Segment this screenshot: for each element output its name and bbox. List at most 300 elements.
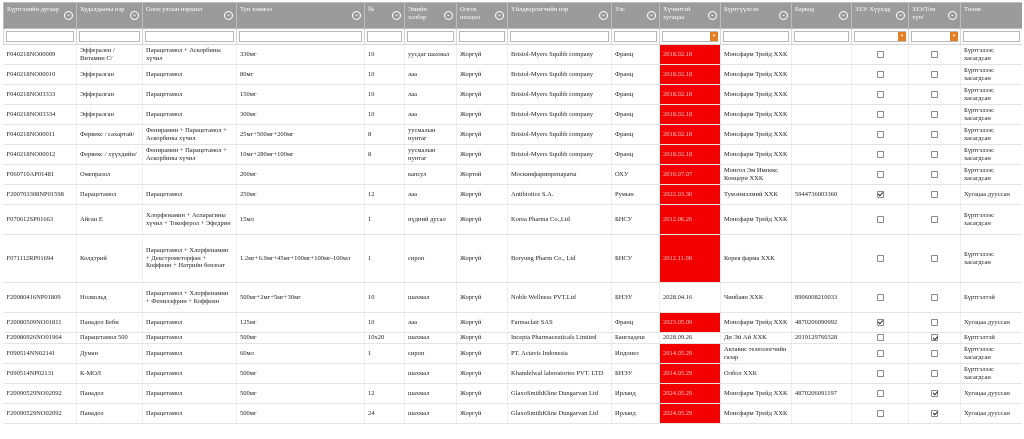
drug-registry-table [3, 2, 1022, 424]
checkbox-ess1[interactable] [877, 131, 884, 138]
filter-input-mfr[interactable] [510, 31, 609, 42]
sort-chevron-icon[interactable]: ⌄ [445, 12, 452, 18]
cell-ess2 [909, 165, 961, 185]
cell-reg: F20080509NO01811 [4, 313, 77, 333]
cell-country: Индонез [612, 344, 660, 364]
cell-valid: 2012.11.08 [660, 235, 721, 283]
filter-cell-dose [237, 29, 365, 45]
filter-input-rx[interactable] [459, 31, 505, 42]
checkbox-ess2[interactable] [931, 171, 938, 178]
cell-qty: 12 [365, 185, 405, 205]
cell-rx: Жоргүй [457, 45, 508, 65]
cell-mfr: Bristol-Myers Squibb company [508, 65, 612, 85]
column-header-label: Баркод [795, 6, 815, 13]
cell-mfr: Noble Wellness PVT.Ltd [508, 283, 612, 313]
sort-chevron-icon[interactable]: ⌄ [393, 12, 400, 18]
cell-qty: 24 [365, 404, 405, 424]
cell-valid: 2023.05.09 [660, 313, 721, 333]
cell-qty: 12 [365, 384, 405, 404]
cell-country: БНСУ [612, 205, 660, 235]
checkbox-ess1[interactable] [877, 319, 884, 326]
filter-cell-ess2 [909, 29, 961, 45]
cell-dose: 150мг [237, 85, 365, 105]
cell-reg: F20080926NO01964 [4, 333, 77, 344]
cell-mfr: GlaxoSmithKline Dungarvan Ltd [508, 384, 612, 404]
cell-registrant: Монсфарм Трейд ХХК [721, 205, 792, 235]
filter-cell-intl [143, 29, 237, 45]
cell-ess2 [909, 205, 961, 235]
cell-registrant: Монсфарм Трейд ХХК [721, 313, 792, 333]
cell-ess1 [852, 85, 909, 105]
sort-chevron-icon[interactable]: ⌄ [897, 12, 904, 18]
cell-valid: 2012.06.26 [660, 205, 721, 235]
column-header-ess1[interactable] [852, 3, 909, 29]
checkbox-ess2[interactable] [931, 151, 938, 158]
column-header-barcode[interactable] [792, 3, 852, 29]
cell-intl: Парацетамол [143, 65, 237, 85]
cell-barcode [792, 404, 852, 424]
cell-ess1 [852, 65, 909, 85]
table-row[interactable] [4, 145, 1023, 165]
cell-status: Бүртгэлээс хасагдсан [961, 235, 1023, 283]
cell-registrant: Монсфарм Трейд ХХК [721, 125, 792, 145]
table-row[interactable] [4, 313, 1023, 333]
cell-valid: 2024.05.29 [660, 404, 721, 424]
cell-dose: 10мг+280мг+100мг [237, 145, 365, 165]
cell-status: Бүртгэлээс хасагдсан [961, 205, 1023, 235]
sort-chevron-icon[interactable]: ⌄ [225, 12, 232, 18]
cell-name: Нолкольд [77, 283, 143, 313]
checkbox-ess1[interactable] [877, 334, 884, 341]
cell-ess2 [909, 105, 961, 125]
cell-status: Бүртгэлээс хасагдсан [961, 145, 1023, 165]
checkbox-ess2[interactable] [931, 370, 938, 377]
cell-status: Хугацаа дууссан [961, 185, 1023, 205]
cell-barcode [792, 85, 852, 105]
cell-mfr: Korea Pharma Co.,Ltd [508, 205, 612, 235]
cell-country: Франц [612, 65, 660, 85]
cell-dose: 125мг [237, 313, 365, 333]
cell-valid: 2018.02.18 [660, 105, 721, 125]
cell-status: Бүртгэлээс хасагдсан [961, 85, 1023, 105]
cell-intl: Парацетамол [143, 364, 237, 384]
filter-input-qty[interactable] [367, 31, 402, 42]
filter-input-form[interactable] [407, 31, 454, 42]
table-row[interactable] [4, 283, 1023, 313]
filter-cell-barcode [792, 29, 852, 45]
column-header-form[interactable] [405, 3, 457, 29]
cell-reg: F20090529NO02092 [4, 384, 77, 404]
cell-form: лаа [405, 85, 457, 105]
cell-valid: 2028.04.16 [660, 283, 721, 313]
column-header-qty[interactable] [365, 3, 405, 29]
checkbox-ess1[interactable] [877, 410, 884, 417]
cell-dose: 15мл [237, 205, 365, 235]
cell-rx: Жоргүй [457, 85, 508, 105]
cell-rx: Жоргүй [457, 105, 508, 125]
cell-country: ОХУ [612, 165, 660, 185]
checkbox-ess1[interactable] [877, 370, 884, 377]
cell-ess2 [909, 333, 961, 344]
cell-valid: 2014.05.29 [660, 344, 721, 364]
cell-name: Парацетамол [77, 185, 143, 205]
cell-form: сироп [405, 344, 457, 364]
cell-valid: 2014.05.29 [660, 364, 721, 384]
sort-chevron-icon[interactable]: ⌄ [496, 12, 503, 18]
column-header-label: Улс [615, 6, 625, 13]
cell-valid: 2024.05.29 [660, 384, 721, 404]
cell-mfr: Bristol-Myers Squibb company [508, 45, 612, 65]
cell-qty: 1 [365, 205, 405, 235]
filter-input-barcode[interactable] [794, 31, 849, 42]
cell-rx: Жортой [457, 165, 508, 185]
cell-barcode [792, 205, 852, 235]
table-row[interactable] [4, 344, 1023, 364]
filter-cell-rx [457, 29, 508, 45]
table-row[interactable] [4, 65, 1023, 85]
checkbox-ess2[interactable] [931, 334, 938, 341]
column-header-rx[interactable] [457, 3, 508, 29]
cell-qty: 8 [365, 145, 405, 165]
cell-registrant: Монсфарм Трейд ХХК [721, 105, 792, 125]
filter-input-name[interactable] [79, 31, 140, 42]
cell-ess1 [852, 333, 909, 344]
cell-dose: 200мг [237, 165, 365, 185]
cell-dose: 25мг+500мг+200мг [237, 125, 365, 145]
cell-qty [365, 165, 405, 185]
cell-barcode: 4870206090992 [792, 313, 852, 333]
cell-intl: Парацетамол [143, 344, 237, 364]
cell-status: Бүртгэлээс хасагдсан [961, 65, 1023, 85]
cell-ess1 [852, 344, 909, 364]
cell-registrant: Монсфарм Трейд ХХК [721, 145, 792, 165]
checkbox-ess1[interactable] [877, 294, 884, 301]
cell-rx: Жоргүй [457, 185, 508, 205]
cell-qty: 10 [365, 313, 405, 333]
cell-name: Думан [77, 344, 143, 364]
cell-mfr: Khandelwal laboratories PVT. LTD [508, 364, 612, 384]
column-header-mfr[interactable] [508, 3, 612, 29]
filter-cell-name [77, 29, 143, 45]
column-header-valid[interactable] [660, 3, 721, 29]
table-row[interactable] [4, 333, 1023, 344]
cell-dose: 250мг [237, 185, 365, 205]
cell-registrant: Ди Эй Ай ХХК [721, 333, 792, 344]
cell-name: Колдтрий [77, 235, 143, 283]
cell-intl: Парацетамол [143, 384, 237, 404]
checkbox-ess1[interactable] [877, 390, 884, 397]
cell-ess2 [909, 344, 961, 364]
cell-registrant: Монсфарм Трейд ХХК [721, 384, 792, 404]
cell-reg: F040218NO00010 [4, 65, 77, 85]
checkbox-ess2[interactable] [931, 319, 938, 326]
cell-name: Эффералган [77, 85, 143, 105]
cell-form: лаа [405, 105, 457, 125]
cell-intl: Фенирамин + Парацетамол + Аскорбины хүчил [143, 145, 237, 165]
checkbox-ess2[interactable] [931, 91, 938, 98]
checkbox-ess1[interactable] [877, 216, 884, 223]
cell-dose: 500мг+2мг+5мг+30мг [237, 283, 365, 313]
column-header-label: № [368, 6, 375, 13]
column-header-dose[interactable] [237, 3, 365, 29]
table-row[interactable] [4, 165, 1023, 185]
cell-dose: 330мг [237, 45, 365, 65]
cell-registrant: Монсфарм Трейд ХХК [721, 85, 792, 105]
cell-reg: F040218NO00011 [4, 125, 77, 145]
table-row[interactable] [4, 205, 1023, 235]
column-header-registrant[interactable] [721, 3, 792, 29]
cell-country: Франц [612, 85, 660, 105]
cell-ess2 [909, 404, 961, 424]
column-header-country[interactable] [612, 3, 660, 29]
column-header-label: Бүртгэлийн дугаар [7, 6, 59, 13]
cell-qty: 1 [365, 235, 405, 283]
table-row[interactable] [4, 185, 1023, 205]
filter-dropdown-icon[interactable]: ▾ [710, 32, 718, 41]
cell-intl: Парацетамол [143, 313, 237, 333]
cell-registrant: Тумэнмэлмий ХХК [721, 185, 792, 205]
filter-input-dose[interactable] [239, 31, 362, 42]
cell-form: шахмал [405, 404, 457, 424]
checkbox-ess2[interactable] [931, 390, 938, 397]
cell-reg: F040218NO00009 [4, 45, 77, 65]
column-header-reg[interactable] [4, 3, 77, 29]
cell-valid: 2018.02.18 [660, 145, 721, 165]
cell-qty: 10 [365, 85, 405, 105]
checkbox-ess2[interactable] [931, 350, 938, 357]
column-header-label: Бүртгүүлсэн [724, 6, 759, 13]
table-row[interactable] [4, 125, 1023, 145]
cell-intl: Парацетамол [143, 404, 237, 424]
filter-cell-qty [365, 29, 405, 45]
cell-form: уусмалын нунтаг [405, 125, 457, 145]
cell-reg: F090514NP02131 [4, 364, 77, 384]
filter-input-status[interactable] [963, 31, 1020, 42]
cell-ess2 [909, 125, 961, 145]
cell-barcode [792, 145, 852, 165]
checkbox-ess2[interactable] [931, 294, 938, 301]
cell-mfr: Bristol-Myers Squibb company [508, 145, 612, 165]
cell-name: Парацетамол 500 [77, 333, 143, 344]
cell-country: Франц [612, 105, 660, 125]
cell-country: БНЭУ [612, 364, 660, 384]
cell-rx: Жоргүй [457, 333, 508, 344]
cell-registrant: Актавис телеологчийн газар [721, 344, 792, 364]
cell-ess2 [909, 45, 961, 65]
filter-dropdown-icon[interactable]: ▾ [950, 32, 958, 41]
cell-reg: F070612SP01663 [4, 205, 77, 235]
cell-dose: 500мг [237, 404, 365, 424]
column-header-label: Тун хэмжээ [240, 6, 273, 13]
cell-ess2 [909, 313, 961, 333]
cell-mfr: PT. Actavis Indonesia [508, 344, 612, 364]
cell-dose: 80мг [237, 65, 365, 85]
checkbox-ess1[interactable] [877, 71, 884, 78]
filter-input-reg[interactable] [6, 31, 74, 42]
sort-chevron-icon[interactable]: ⌄ [600, 12, 607, 18]
registry-table-container [3, 2, 1022, 439]
sort-chevron-icon[interactable]: ⌄ [840, 12, 847, 18]
cell-valid: 2028.09.26 [660, 333, 721, 344]
table-row[interactable] [4, 404, 1023, 424]
cell-form: сироп [405, 235, 457, 283]
filter-input-country[interactable] [614, 31, 657, 42]
cell-status: Бүртгэлээс хасагдсан [961, 344, 1023, 364]
table-row[interactable] [4, 364, 1023, 384]
table-row[interactable] [4, 384, 1023, 404]
checkbox-ess2[interactable] [931, 191, 938, 198]
table-body [4, 45, 1023, 424]
cell-rx: Жоргүй [457, 313, 508, 333]
cell-rx: Жоргүй [457, 235, 508, 283]
cell-reg: F071112RP01694 [4, 235, 77, 283]
column-header-label: Хүчинтэй хугацаа [663, 6, 691, 21]
filter-cell-country [612, 29, 660, 45]
checkbox-ess2[interactable] [931, 71, 938, 78]
cell-barcode [792, 65, 852, 85]
cell-name: Эфферален / Витамин С/ [77, 45, 143, 65]
cell-valid: 2018.02.18 [660, 45, 721, 65]
cell-dose: 500мг [237, 364, 365, 384]
filter-input-registrant[interactable] [723, 31, 789, 42]
cell-status: Бүртгэлээс хасагдсан [961, 45, 1023, 65]
column-header-label: Эмийн хэлбэр [408, 6, 427, 21]
cell-intl: Парацетамол [143, 105, 237, 125]
checkbox-ess1[interactable] [877, 51, 884, 58]
filter-dropdown-icon[interactable]: ▾ [898, 32, 906, 41]
sort-chevron-icon[interactable]: ⌄ [709, 12, 716, 18]
cell-dose: 500мг [237, 384, 365, 404]
cell-name: Омепразол [77, 165, 143, 185]
cell-barcode: 8906008210033 [792, 283, 852, 313]
cell-qty: 10х20 [365, 333, 405, 344]
checkbox-ess2[interactable] [931, 51, 938, 58]
column-header-name[interactable] [77, 3, 143, 29]
cell-country: Румын [612, 185, 660, 205]
cell-ess1 [852, 45, 909, 65]
checkbox-ess2[interactable] [931, 255, 938, 262]
sort-chevron-icon[interactable]: ⌄ [648, 12, 655, 18]
cell-intl: Парацетамол + Хлорфенамин + Декстрометорфан + Коффеин + Натрийн бензоат [143, 235, 237, 283]
checkbox-ess2[interactable] [931, 131, 938, 138]
checkbox-ess1[interactable] [877, 350, 884, 357]
column-header-label: ЗЗЭ/ Хүүхэд/ [855, 6, 892, 13]
checkbox-ess2[interactable] [931, 111, 938, 118]
checkbox-ess1[interactable] [877, 255, 884, 262]
filter-cell-mfr [508, 29, 612, 45]
cell-country: Франц [612, 45, 660, 65]
cell-ess1 [852, 364, 909, 384]
cell-status: Бүртгэлээс хасагдсан [961, 105, 1023, 125]
checkbox-ess1[interactable] [877, 171, 884, 178]
cell-mfr: Москинфармпрепараты [508, 165, 612, 185]
cell-ess1 [852, 205, 909, 235]
cell-country: Бангладеш [612, 333, 660, 344]
checkbox-ess2[interactable] [931, 410, 938, 417]
column-header-intl[interactable] [143, 3, 237, 29]
checkbox-ess1[interactable] [877, 191, 884, 198]
cell-status: Хугацаа дууссан [961, 384, 1023, 404]
cell-valid: 2022.03.30 [660, 185, 721, 205]
column-header-label: Үйлдвэрлэгчийн нэр [511, 6, 569, 13]
cell-intl: Парацетамол + Хлорфенамин + Фенилэфрин + Коффеин [143, 283, 237, 313]
cell-rx: Жоргүй [457, 205, 508, 235]
cell-form: нүдний дусал [405, 205, 457, 235]
cell-qty [365, 364, 405, 384]
column-header-label: Олон улсын нэршил [146, 6, 203, 13]
cell-form: шахмал [405, 364, 457, 384]
filter-input-intl[interactable] [145, 31, 234, 42]
table-row[interactable] [4, 235, 1023, 283]
sort-chevron-icon[interactable]: ⌄ [949, 12, 956, 18]
cell-mfr: Farmaclair SAS [508, 313, 612, 333]
checkbox-ess1[interactable] [877, 111, 884, 118]
cell-name: Фервекс / хүүхдийн/ [77, 145, 143, 165]
cell-form: уусдаг шахмал [405, 45, 457, 65]
filter-cell-reg [4, 29, 77, 45]
cell-reg: F20090529NO02092 [4, 404, 77, 424]
cell-ess2 [909, 145, 961, 165]
cell-form: лаа [405, 185, 457, 205]
table-row[interactable] [4, 85, 1023, 105]
cell-rx: Жоргүй [457, 364, 508, 384]
cell-intl: Парацетамол [143, 185, 237, 205]
cell-form: лаа [405, 65, 457, 85]
cell-status: Бүртгэлтэй [961, 283, 1023, 313]
checkbox-ess1[interactable] [877, 151, 884, 158]
cell-reg: F060710AP01481 [4, 165, 77, 185]
cell-name: К-МОЛ [77, 364, 143, 384]
cell-intl: Парацетамол [143, 333, 237, 344]
cell-valid: 2018.02.18 [660, 85, 721, 105]
cell-dose: 500мг [237, 333, 365, 344]
checkbox-ess1[interactable] [877, 91, 884, 98]
table-row[interactable] [4, 45, 1023, 65]
sort-chevron-icon[interactable]: ⌄ [353, 12, 360, 18]
cell-country: Франц [612, 145, 660, 165]
sort-chevron-icon[interactable]: ⌄ [780, 12, 787, 18]
cell-barcode [792, 45, 852, 65]
cell-ess1 [852, 235, 909, 283]
cell-mfr: Bristol-Myers Squibb company [508, 105, 612, 125]
column-header-status[interactable] [961, 3, 1023, 29]
table-row[interactable] [4, 105, 1023, 125]
column-header-label: Төлөв [964, 6, 981, 13]
cell-ess2 [909, 283, 961, 313]
cell-country: БНСУ [612, 235, 660, 283]
cell-form: шахмал [405, 384, 457, 404]
column-header-ess2[interactable] [909, 3, 961, 29]
cell-name: Панадол Беби [77, 313, 143, 333]
cell-rx: Жоргүй [457, 384, 508, 404]
sort-chevron-icon[interactable]: ⌄ [65, 12, 72, 18]
cell-intl [143, 165, 237, 185]
cell-form: шахмал [405, 283, 457, 313]
checkbox-ess2[interactable] [931, 216, 938, 223]
cell-country: Ирланд [612, 404, 660, 424]
cell-qty: 8 [365, 125, 405, 145]
cell-name: Панадол [77, 384, 143, 404]
cell-mfr: Bristol-Myers Squibb company [508, 125, 612, 145]
cell-registrant: Монсфарм Трейд ХХК [721, 404, 792, 424]
cell-reg: F20080416NP01809 [4, 283, 77, 313]
cell-country: БНЭУ [612, 283, 660, 313]
column-header-row [4, 3, 1023, 29]
cell-ess2 [909, 185, 961, 205]
cell-ess1 [852, 125, 909, 145]
filter-cell-status [961, 29, 1023, 45]
sort-chevron-icon[interactable]: ⌄ [131, 12, 138, 18]
